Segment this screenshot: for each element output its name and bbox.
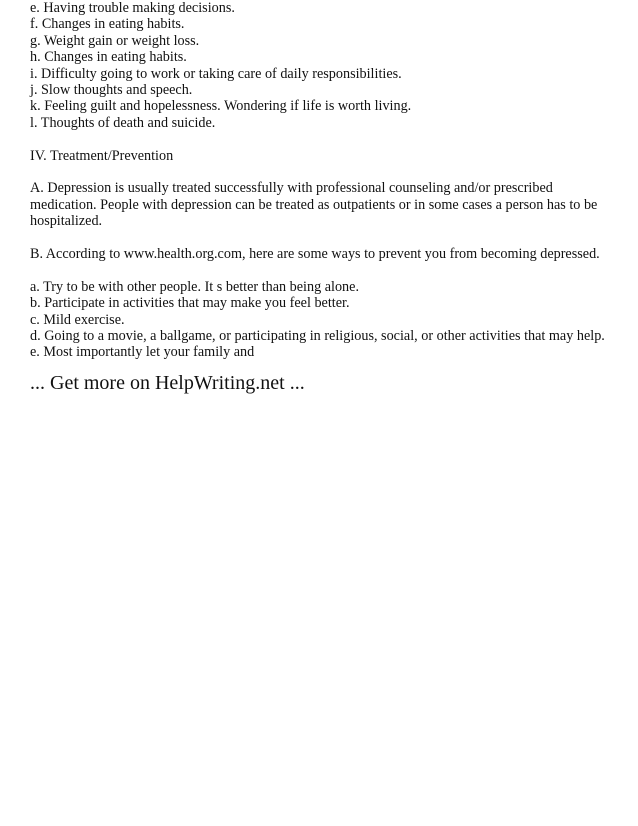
list-item: c. Mild exercise. [30,311,125,328]
list-item: a. Try to be with other people. It s better than being alone. [30,278,359,295]
prevention-list [30,279,610,361]
list-item: k. Feeling guilt and hopelessness. Wondering if life is worth living. [30,98,412,115]
list-item: g. Weight gain or weight loss. [30,32,200,49]
get-more-link[interactable]: ... Get more on HelpWriting.net ... [30,371,305,394]
list-item: j. Slow thoughts and speech. [30,82,193,99]
list-item: f. Changes in eating habits. [30,16,185,33]
list-item: e. Most importantly let your family and [30,344,255,361]
paragraph-a: A. Depression is usually treated successfully with professional counseling and/or prescribed medication. People with depression can be treated as outpatients or in some cases a person has to be hospitalized. [30,180,598,230]
symptom-list [30,0,610,131]
list-item: h. Changes in eating habits. [30,49,187,66]
section-heading: IV. Treatment/Prevention [30,147,174,164]
list-item: e. Having trouble making decisions. [30,0,235,16]
document-page [30,0,610,395]
list-item: b. Participate in activities that may make you feel better. [30,295,350,312]
list-item: l. Thoughts of death and suicide. [30,114,216,131]
list-item: i. Difficulty going to work or taking care of daily responsibilities. [30,65,402,82]
paragraph-b: B. According to www.health.org.com, here are some ways to prevent you from becoming depressed. [30,246,600,263]
list-item: d. Going to a movie, a ballgame, or participating in religious, social, or other activities that may help. [30,328,605,345]
